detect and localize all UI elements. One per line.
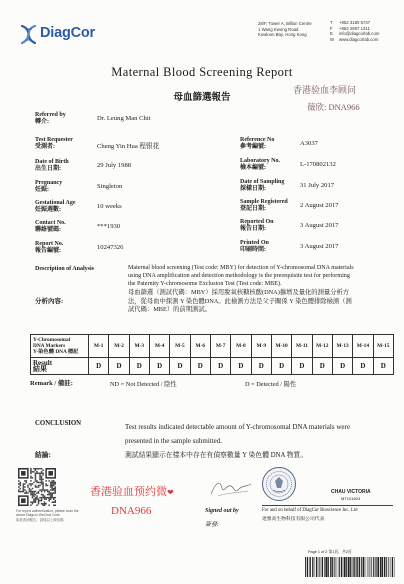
right-field-value: 3 August 2017	[300, 222, 339, 229]
marker-result: D	[129, 358, 149, 375]
analysis-text-zh	[128, 289, 352, 315]
field-label-en: Printed On	[240, 240, 269, 246]
analysis-line: the Paternity Y-chromosome Exclusion Test (Test code: MBE).	[128, 281, 282, 287]
heart-icon	[167, 488, 174, 497]
address-line: 28/F, Tower A, Billion Centre	[258, 21, 312, 26]
signature-scribble	[208, 476, 254, 500]
field-label-zh: 印刷時間:	[240, 247, 266, 253]
left-field-label	[35, 200, 76, 214]
field-label-zh: 妊娠週數:	[35, 207, 61, 213]
analysis-line: using DNA amplification and detection methodology is the prerequisite test for performing	[128, 273, 350, 279]
markers-header-cell: Y-Chromosomal DNA Markers Y-染色體 DNA 標記	[31, 335, 89, 358]
remark-label: Remark / 備註:	[30, 380, 73, 387]
contact-email: E info@diagcorlab.com	[330, 31, 380, 36]
marker-header: M-10	[271, 335, 291, 358]
analysis-line-zh: 母血篩選（測試代碼：MBY）採用脫氧核糖核酸(DNA)擴增及量化的測量分析方	[128, 289, 350, 296]
marker-result: D	[353, 358, 373, 375]
report-title: Maternal Blood Screening Report	[111, 65, 293, 79]
left-field-value: 10247326	[97, 244, 124, 251]
watermark-line: 薇欣: DNA966	[307, 102, 360, 112]
results-table	[30, 334, 394, 375]
field-label-zh: 參考編號:	[240, 144, 266, 150]
left-field-label	[35, 159, 69, 173]
dna-helix-icon	[18, 24, 39, 45]
marker-header: M-15	[373, 335, 393, 358]
right-field-label	[240, 158, 280, 172]
page-number: Page 1 of 2 第1頁，共2頁	[308, 550, 352, 554]
analysis-line-zh: 試代碼：MBE）的前期測試。	[128, 306, 211, 313]
marker-header: M-12	[312, 335, 332, 358]
on-behalf-text: For and on behalf of DiagCor Bioscience Inc. Ltd	[262, 508, 358, 513]
conclusion-text-zh: 測試結果顯示在樣本中存在有偵察數量 Y 染色體 DNA 物質。	[125, 452, 308, 459]
result-row	[31, 358, 394, 375]
field-label-zh: 受測者:	[35, 144, 55, 150]
field-label-en: Pregnancy	[35, 180, 63, 186]
marker-result: D	[373, 358, 393, 375]
marker-header: M-2	[109, 335, 129, 358]
marker-result: D	[190, 358, 210, 375]
left-field-value: ***1930	[97, 223, 121, 230]
remark-not-detected: ND = Not Detected / 陰性	[110, 381, 177, 388]
left-field-label	[35, 220, 66, 234]
left-field-label	[35, 241, 63, 255]
conclusion-label-zh: 結論:	[35, 452, 51, 459]
left-field-value: Dr. Leung Man Chit	[97, 115, 151, 122]
marker-result: D	[231, 358, 251, 375]
remark-detected: D = Detected / 陽性	[245, 381, 297, 388]
left-field-value: 10 weeks	[97, 203, 122, 210]
conclusion-line: Test results indicated detectable amount of Y-chromosomal DNA materials were	[125, 423, 350, 431]
right-field-label	[240, 199, 288, 213]
marker-result: D	[149, 358, 169, 375]
marker-header: M-8	[231, 335, 251, 358]
left-field-value: 29 July 1988	[97, 162, 132, 169]
signature-line	[262, 505, 393, 506]
address-line: Kowloon Bay, Hong Kong	[258, 32, 307, 37]
field-label-zh: 登記日期:	[240, 206, 266, 212]
marker-result: D	[89, 358, 109, 375]
marker-result: D	[210, 358, 230, 375]
marker-header: M-14	[353, 335, 373, 358]
conclusion-label: CONCLUSION	[35, 420, 82, 427]
right-field-value: 3 August 2017	[300, 243, 339, 250]
analysis-line-zh: 法，從母血中探測 Y 染色體DNA。此檢測方法是父子關係 Y 染色體排除檢測（測	[128, 297, 352, 305]
marker-result: D	[109, 358, 129, 375]
field-label-en: Test Requester	[35, 137, 73, 143]
field-label-en: Reference No	[240, 137, 275, 143]
marker-header: M-6	[190, 335, 210, 358]
marker-header: M-13	[332, 335, 352, 358]
field-label-en: Gestational Age	[35, 200, 76, 206]
field-label-zh: 採樣日期:	[240, 186, 266, 192]
field-label-en: Reported On	[240, 219, 274, 225]
field-label-en: Report No.	[35, 241, 64, 247]
field-label-zh: 轉介:	[35, 119, 49, 125]
field-label-en: Sample Registered	[240, 199, 288, 205]
marker-result: D	[170, 358, 190, 375]
field-label-en: Referred by	[35, 112, 66, 118]
right-field-label	[240, 240, 269, 254]
marker-result: D	[271, 358, 291, 375]
field-label-en: Date of Birth	[35, 159, 69, 165]
analysis-label-zh: 分析內容:	[35, 298, 64, 305]
marker-header: M-9	[251, 335, 271, 358]
official-seal-icon	[261, 466, 297, 502]
analysis-label: Description of Analysis	[35, 266, 95, 272]
on-behalf-text-zh: 達雅高生物科技有限公司代表	[262, 517, 325, 522]
watermark-top	[293, 82, 360, 116]
field-label-zh: 報告編號:	[35, 248, 61, 254]
watermark-bottom	[90, 483, 174, 521]
watermark-line: DNA966	[111, 505, 152, 517]
marker-header: M-1	[89, 335, 109, 358]
marker-header: M-11	[292, 335, 312, 358]
marker-result: D	[332, 358, 352, 375]
field-label-en: Laboratory No.	[240, 158, 280, 164]
marker-header: M-4	[149, 335, 169, 358]
report-title-zh: 母血篩選報告	[173, 93, 231, 103]
field-label-zh: 出生日期:	[35, 166, 61, 172]
conclusion-line: presented in the sample submitted.	[125, 437, 223, 445]
right-field-value: 2 August 2017	[300, 202, 339, 209]
right-field-value: A3037	[300, 140, 318, 147]
watermark-line: 香港验血李顾问	[293, 85, 357, 95]
watermark-line: 香港验血预约微	[90, 486, 167, 498]
marker-header-row	[31, 335, 394, 358]
analysis-line: Maternal blood screening (Test code: MBY) for detection of Y-chromosomal DNA materials	[128, 265, 354, 271]
field-label-zh: 檢本編號:	[240, 165, 266, 171]
contact-phone: T +852 3180 5747	[330, 20, 371, 25]
marker-header: M-5	[170, 335, 190, 358]
marker-result: D	[292, 358, 312, 375]
marker-result: D	[312, 358, 332, 375]
address-line: 1 Wang Kwong Road	[258, 26, 299, 32]
marker-header: M-7	[210, 335, 230, 358]
signatory-registration: MT101603	[341, 496, 361, 501]
contact-fax: F +852 2697 1311	[330, 25, 370, 31]
marker-result: D	[251, 358, 271, 375]
qr-caption: For report authentication, please scan the above Diagcor WeChat Code 如欲查詢報告，請掃以上微信碼	[16, 509, 79, 522]
signatory-name: CHAU VICTORIA	[331, 489, 371, 495]
left-field-label	[35, 180, 62, 194]
field-label-en: Date of Sampling	[240, 179, 285, 185]
company-contacts	[330, 20, 379, 42]
right-field-label	[240, 137, 274, 151]
left-field-label	[35, 137, 73, 151]
field-label-zh: 妊娠:	[35, 187, 49, 193]
brand-logo-text: DiagCor	[40, 25, 95, 41]
field-label-zh: 聯絡號碼:	[35, 227, 61, 233]
signed-out-label: Signed out by	[205, 508, 239, 514]
signed-out-label-zh: 簽發:	[205, 522, 219, 528]
marker-header: M-3	[129, 335, 149, 358]
right-field-value: 31 July 2017	[300, 182, 335, 189]
right-field-label	[240, 219, 274, 233]
left-field-label	[35, 112, 66, 126]
field-label-en: Contact No.	[35, 220, 66, 226]
field-label-zh: 報告日期:	[240, 226, 266, 232]
right-field-label	[240, 179, 284, 193]
conclusion-text	[125, 420, 350, 448]
contact-website: W www.diagcorlab.com	[330, 36, 379, 42]
qr-code-icon[interactable]	[18, 468, 56, 506]
result-header-cell: Result 結果	[31, 358, 89, 375]
analysis-text	[128, 264, 354, 288]
left-field-value: Cheng Yin Hua 程银花	[97, 143, 160, 150]
left-field-value: Singleton	[97, 183, 123, 190]
right-field-value: L-170802132	[300, 161, 336, 168]
company-address	[258, 21, 312, 38]
barcode-icon	[305, 557, 395, 577]
